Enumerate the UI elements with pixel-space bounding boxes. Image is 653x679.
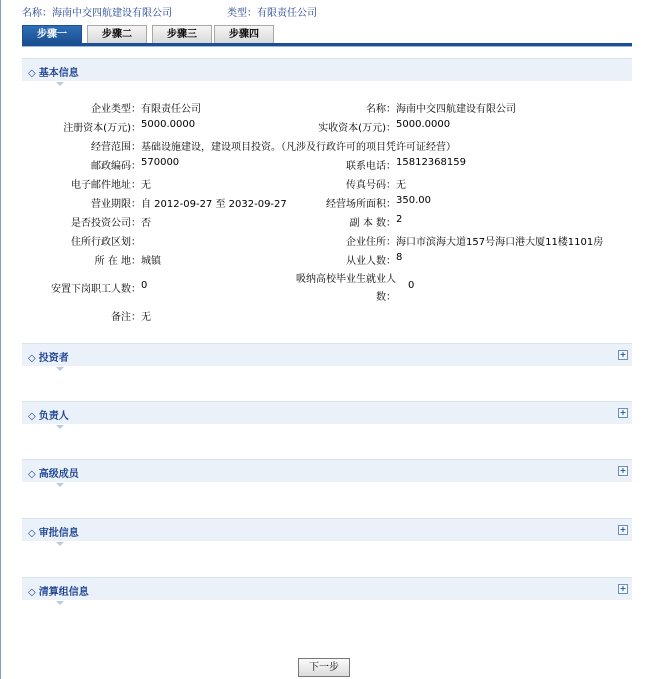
section-investors[interactable] <box>22 343 632 366</box>
left-border <box>0 0 1 679</box>
name-label: 名称： <box>366 104 396 115</box>
location-label: 所 在 地： <box>94 256 141 267</box>
email-value: 无 <box>141 180 151 191</box>
grads-label-line2: 数： <box>376 292 396 303</box>
triangle-down-icon <box>56 542 64 546</box>
section-basic-info[interactable] <box>22 58 632 81</box>
section-title: 清算组信息 <box>38 587 89 598</box>
row-scope <box>22 135 632 154</box>
row-laidoff-grads <box>22 268 632 304</box>
name-label: 名称： <box>22 8 52 19</box>
laidoff-value: 0 <box>141 280 148 291</box>
row-term-area <box>22 192 632 211</box>
fax-value: 无 <box>396 180 406 191</box>
laidoff-label: 安置下岗职工人数： <box>51 284 141 295</box>
triangle-down-icon <box>56 425 64 429</box>
staff-label: 从业人数： <box>346 256 396 267</box>
diamond-icon: ◇ <box>28 411 36 422</box>
plus-icon[interactable]: + <box>619 350 627 359</box>
section-approval[interactable] <box>22 518 632 541</box>
fax-label: 传真号码： <box>346 180 396 191</box>
tab-step-4[interactable]: 步骤四 <box>214 25 274 43</box>
invest-co-value: 否 <box>141 218 151 229</box>
location-value: 城镇 <box>141 256 161 267</box>
triangle-down-icon <box>56 601 64 605</box>
company-type: 有限责任公司 <box>257 8 317 19</box>
diamond-icon: ◇ <box>28 587 36 598</box>
tab-underline-light <box>22 46 632 47</box>
diamond-icon: ◇ <box>28 469 36 480</box>
company-type-value: 有限责任公司 <box>141 104 201 115</box>
section-title: 投资者 <box>38 353 69 364</box>
plus-icon[interactable]: + <box>619 466 627 475</box>
row-remarks <box>22 305 632 324</box>
row-email-fax <box>22 173 632 192</box>
name-value: 海南中交四航建设有限公司 <box>396 104 516 115</box>
diamond-icon: ◇ <box>28 68 36 79</box>
row-capital <box>22 116 632 135</box>
paid-capital-label: 实收资本(万元)： <box>318 123 396 134</box>
address-label: 企业住所： <box>346 237 396 248</box>
term-label: 营业期限： <box>91 199 141 210</box>
next-step-button[interactable]: 下一步 <box>298 658 350 677</box>
section-title: 高级成员 <box>38 469 79 480</box>
staff-value: 8 <box>396 252 403 263</box>
section-title: 审批信息 <box>38 528 79 539</box>
remarks-label: 备注： <box>111 312 141 323</box>
company-header <box>22 4 317 19</box>
company-name: 海南中交四航建设有限公司 <box>52 8 172 19</box>
reg-capital-value: 5000.0000 <box>141 119 196 130</box>
plus-icon[interactable]: + <box>619 525 627 534</box>
row-postcode-phone <box>22 154 632 173</box>
diamond-icon: ◇ <box>28 528 36 539</box>
row-location-staff <box>22 249 632 268</box>
area-value: 350.00 <box>396 195 431 206</box>
row-type-name <box>22 97 632 116</box>
tab-step-2[interactable]: 步骤二 <box>87 25 147 43</box>
paid-capital-value: 5000.0000 <box>396 119 451 130</box>
reg-capital-label: 注册资本(万元)： <box>63 123 141 134</box>
triangle-down-icon <box>56 367 64 371</box>
grads-label-line1: 吸纳高校毕业生就业人 <box>296 274 396 285</box>
remarks-value: 无 <box>141 312 151 323</box>
section-responsible[interactable] <box>22 401 632 424</box>
tab-step-1[interactable]: 步骤一 <box>22 25 82 43</box>
copies-value: 2 <box>396 214 403 225</box>
postcode-label: 邮政编码： <box>91 161 141 172</box>
section-liquidation[interactable] <box>22 577 632 600</box>
triangle-down-icon <box>56 82 64 86</box>
scope-label: 经营范围： <box>91 142 141 153</box>
phone-label: 联系电话： <box>346 161 396 172</box>
company-type-label: 企业类型： <box>91 104 141 115</box>
triangle-down-icon <box>56 483 64 487</box>
email-label: 电子邮件地址： <box>71 180 141 191</box>
address-value: 海口市滨海大道157号海口港大厦11楼1101房 <box>396 237 604 248</box>
invest-co-label: 是否投资公司： <box>71 218 141 229</box>
area-label: 经营场所面积： <box>326 199 396 210</box>
plus-icon[interactable]: + <box>619 584 627 593</box>
tab-step-3[interactable]: 步骤三 <box>152 25 212 43</box>
type-label: 类型： <box>227 8 257 19</box>
section-title: 负责人 <box>38 411 69 422</box>
district-label: 住所行政区划： <box>71 237 141 248</box>
plus-icon[interactable]: + <box>619 408 627 417</box>
row-invest-copies <box>22 211 632 230</box>
diamond-icon: ◇ <box>28 353 36 364</box>
scope-value: 基础设施建设，建设项目投资。（凡涉及行政许可的项目凭许可证经营） <box>141 142 456 153</box>
copies-label: 副 本 数： <box>349 218 396 229</box>
section-title: 基本信息 <box>38 68 79 79</box>
section-executives[interactable] <box>22 459 632 482</box>
row-district-address <box>22 230 632 249</box>
term-value: 自 2012-09-27 至 2032-09-27 <box>141 199 287 210</box>
phone-value: 15812368159 <box>396 157 466 168</box>
postcode-value: 570000 <box>141 157 180 168</box>
grads-value: 0 <box>408 280 415 291</box>
